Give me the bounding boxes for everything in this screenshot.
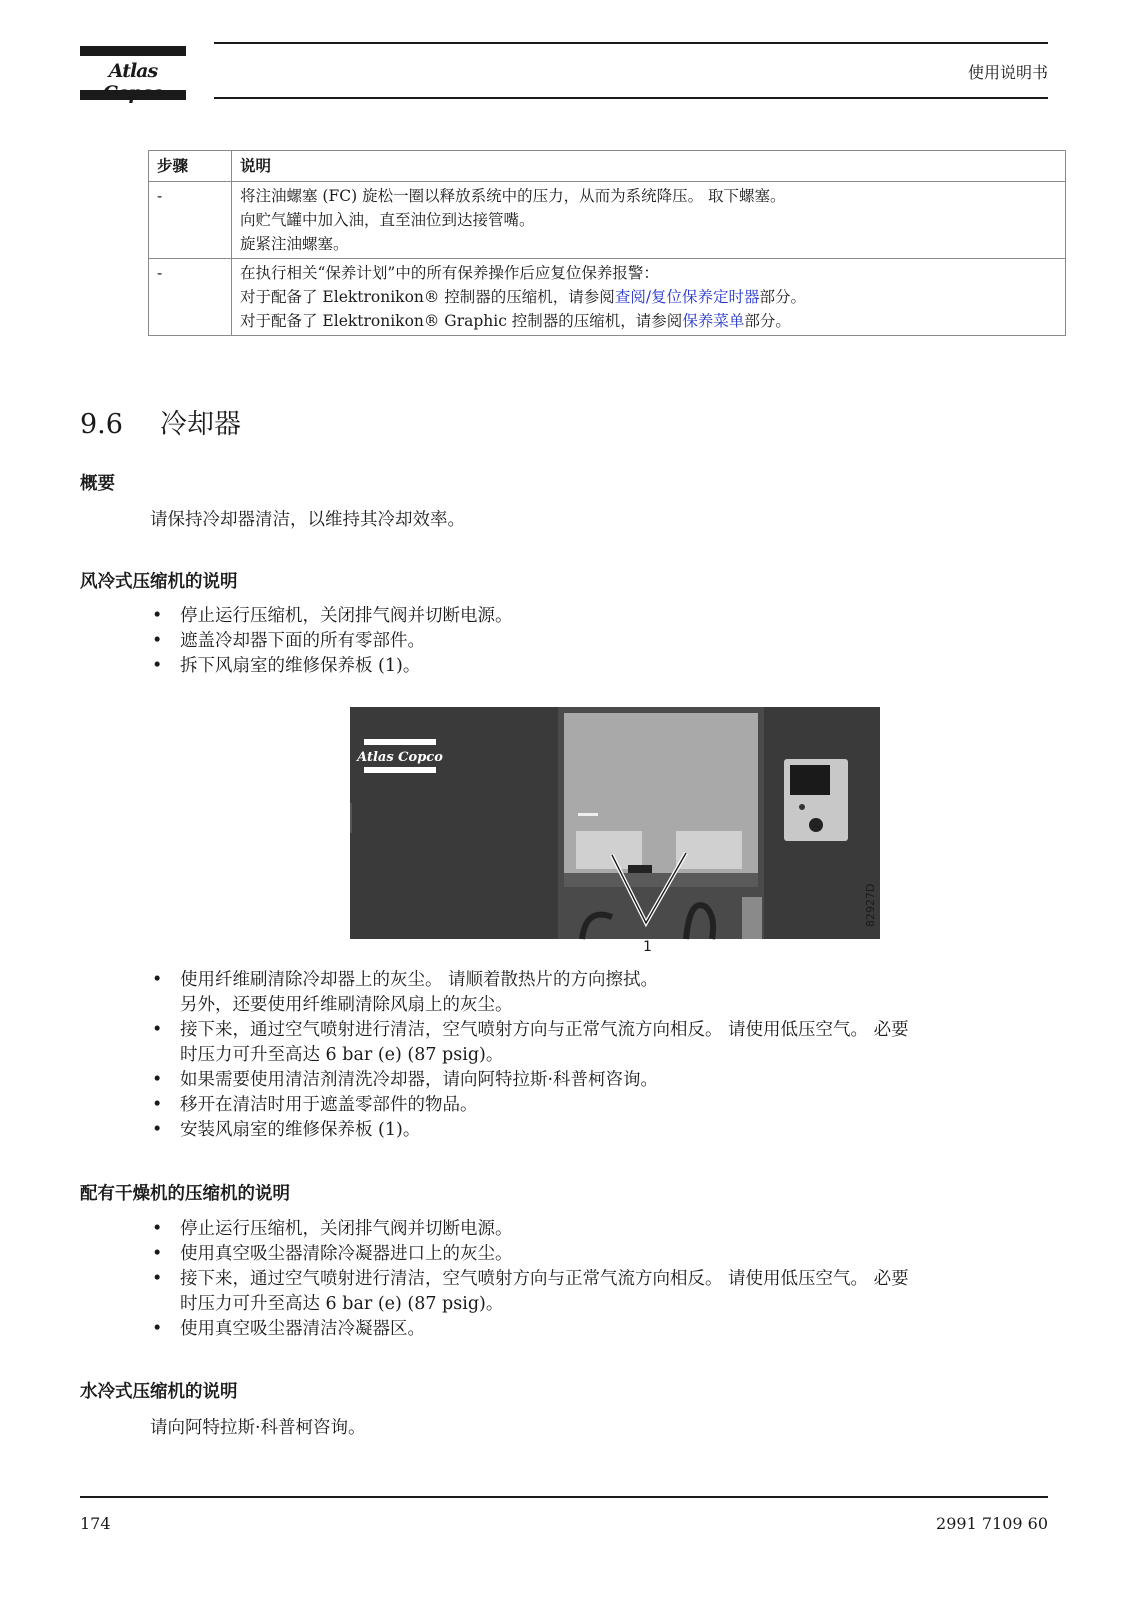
list-item: • 停止运行压缩机，关闭排气阀并切断电源。 <box>150 1217 909 1242</box>
figure-code: 82927D <box>864 883 877 927</box>
figure-logo: Atlas Copco <box>357 750 443 765</box>
air-cooled-steps-b <box>150 968 909 1143</box>
list-line: 另外，还要使用纤维刷清除风扇上的灰尘。 <box>180 995 513 1015</box>
table-row <box>149 182 1066 259</box>
list-line: 时压力可升至高达 6 bar (e) (87 psig)。 <box>180 1045 504 1065</box>
dryer-steps <box>150 1217 909 1342</box>
table-header-row <box>149 151 1066 182</box>
dryer-heading: 配有干燥机的压缩机的说明 <box>80 1184 290 1204</box>
text-span: 部分。 <box>759 288 807 306</box>
list-item: • 拆下风扇室的维修保养板 (1)。 <box>150 654 513 679</box>
description-cell <box>232 182 1066 259</box>
list-item <box>150 1018 909 1068</box>
list-line: • 接下来，通过空气喷射进行清洁，空气喷射方向与正常气流方向相反。 请使用低压空气。 必要 <box>180 1020 909 1040</box>
section-title <box>80 402 241 441</box>
step-cell: - <box>149 182 232 259</box>
page-number: 174 <box>80 1514 111 1533</box>
col-header-description: 说明 <box>232 151 1066 182</box>
controller-display <box>790 765 830 795</box>
callout-label: 1 <box>643 939 652 955</box>
footer-rule <box>80 1496 1048 1498</box>
document-number: 2991 7109 60 <box>936 1514 1048 1533</box>
list-item: • 停止运行压缩机，关闭排气阀并切断电源。 <box>150 604 513 629</box>
text-span: 对于配备了 Elektronikon® 控制器的压缩机，请参阅 <box>240 288 615 306</box>
link-service-timer[interactable]: 查阅/复位保养定时器 <box>614 288 760 306</box>
section-heading: 冷却器 <box>160 409 241 440</box>
description-line <box>240 309 1057 333</box>
water-cooled-text: 请向阿特拉斯·科普柯咨询。 <box>150 1418 366 1438</box>
air-cooled-steps-a <box>150 604 513 679</box>
list-item: • 使用真空吸尘器清除冷凝器进口上的灰尘。 <box>150 1242 909 1267</box>
air-cooled-heading: 风冷式压缩机的说明 <box>80 572 238 592</box>
list-item <box>150 968 909 1018</box>
description-line: 旋紧注油螺塞。 <box>240 235 349 253</box>
col-header-step: 步骤 <box>149 151 232 182</box>
description-line: 向贮气罐中加入油，直至油位到达接管嘴。 <box>240 211 535 229</box>
list-line: • 使用纤维刷清除冷却器上的灰尘。 请顺着散热片的方向擦拭。 <box>180 970 659 990</box>
header-rule-top <box>214 42 1048 44</box>
description-line <box>240 285 1057 309</box>
overview-heading: 概要 <box>80 474 115 494</box>
logo-wordmark: Atlas <box>108 60 158 82</box>
atlas-copco-logo <box>80 46 186 100</box>
list-item: • 使用真空吸尘器清洁冷凝器区。 <box>150 1317 909 1342</box>
list-line: • 接下来，通过空气喷射进行清洁，空气喷射方向与正常气流方向相反。 请使用低压空气。 必要 <box>180 1269 909 1289</box>
list-item <box>150 1267 909 1317</box>
link-service-menu[interactable]: 保养菜单 <box>682 312 745 330</box>
description-line: 在执行相关“保养计划”中的所有保养操作后应复位保养报警： <box>240 264 659 282</box>
section-number: 9.6 <box>80 409 123 440</box>
text-span: 对于配备了 Elektronikon® Graphic 控制器的压缩机，请参阅 <box>240 312 683 330</box>
list-item: • 如果需要使用清洁剂清洗冷却器，请向阿特拉斯·科普柯咨询。 <box>150 1068 909 1093</box>
header-title: 使用说明书 <box>967 63 1048 82</box>
overview-text: 请保持冷却器清洁，以维持其冷却效率。 <box>150 510 465 530</box>
header-rule-bottom <box>214 97 1048 99</box>
list-item: • 安装风扇室的维修保养板 (1)。 <box>150 1118 909 1143</box>
table-row <box>149 259 1066 336</box>
water-cooled-heading: 水冷式压缩机的说明 <box>80 1382 238 1402</box>
list-line: 时压力可升至高达 6 bar (e) (87 psig)。 <box>180 1294 504 1314</box>
list-item: • 移开在清洁时用于遮盖零部件的物品。 <box>150 1093 909 1118</box>
step-cell: - <box>149 259 232 336</box>
description-cell <box>232 259 1066 336</box>
steps-table <box>148 150 1066 336</box>
list-item: • 遮盖冷却器下面的所有零部件。 <box>150 629 513 654</box>
text-span: 部分。 <box>744 312 791 330</box>
compressor-figure <box>350 707 880 955</box>
description-line: 将注油螺塞 (FC) 旋松一圈以释放系统中的压力，从而为系统降压。 取下螺塞。 <box>240 187 786 205</box>
